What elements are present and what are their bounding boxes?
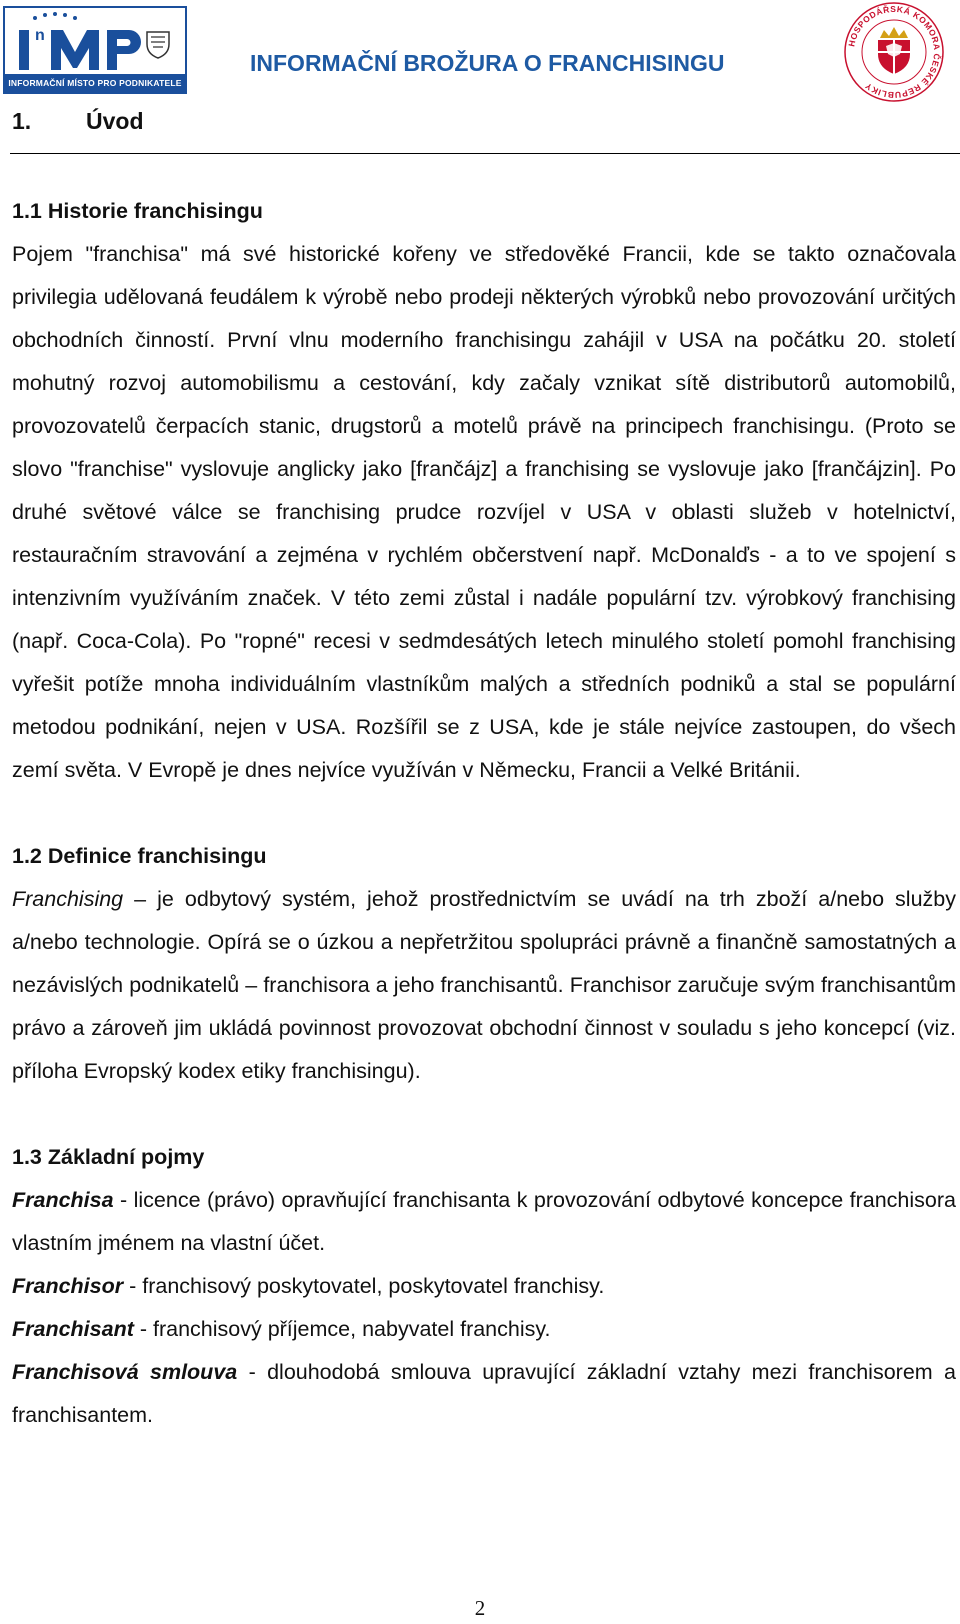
inmp-logo-mark: [5, 8, 185, 74]
document-title: INFORMAČNÍ BROŽURA O FRANCHISINGU: [250, 50, 725, 76]
svg-text:HOSPODÁŘSKÁ KOMORA ČESKÉ REPUB: HOSPODÁŘSKÁ KOMORA ČESKÉ REPUBLIKY: [846, 3, 943, 101]
term-definition: - franchisový příjemce, nabyvatel franchisy.: [133, 1317, 551, 1341]
term-item-franchisa: [12, 1179, 956, 1265]
chamber-seal: [842, 0, 946, 104]
header-divider: [10, 153, 960, 154]
eu-stars-icon: [33, 12, 77, 20]
document-body: [12, 190, 956, 1437]
section-heading-history: 1.1 Historie franchisingu: [12, 199, 263, 223]
chapter-number: 1.: [12, 108, 32, 134]
section-spacer: [12, 1093, 956, 1136]
definition-text: – je odbytový systém, jehož prostřednictvím se uvádí na trh zboží a/nebo služby a/nebo technologie. Opírá se o úzkou a nepřetržitou spolupráci právně a finančně samostatných a nezávislých podnikatelů – franchisora a jeho franchisantů. Franchisor zaručuje svým franchisantům právo a zároveň jim ukládá povinnost provozovat obchodní činnost v souladu s jeho koncepcí (viz. příloha Evropský kodex etiky franchisingu).: [12, 887, 956, 1083]
page-number: 2: [474, 1596, 486, 1620]
term-definition: - dlouhodobá smlouva upravující základní vztahy mezi franchisorem a franchisantem.: [12, 1360, 956, 1427]
term-definition: - licence (právo) opravňující franchisanta k provozování odbytové koncepce franchisora vlastním jménem na vlastní účet.: [12, 1188, 956, 1255]
history-paragraph: Pojem "franchisa" má své historické kořeny ve středověké Francii, kde se takto označovala privilegia udělovaná feudálem k výrobě nebo prodeji některých výrobků nebo provozování určitých obchodních činností. První vlnu moderního franchisingu zahájil v USA na počátku 20. století mohutný rozvoj automobilismu a cestování, kdy začaly vznikat sítě distributorů automobilů, provozovatelů čerpacích stanic, drugstorů a motelů právě na principech franchisingu. (Proto se slovo "franchise" vyslovuje anglicky jako [frančájz] a franchising se vyslovuje jako [frančájzin]. Po druhé světové válce se franchising prudce rozvíjel v USA v oblasti služeb v hotelnictví, restauračním stravování a zejména v rychlém občerstvení např. McDonalďs - a to ve spojení s intenzivním využíváním značek. V této zemi zůstal i nadále populární tzv. výrobkový franchising (např. Coca-Cola). Po "ropné" recesi v sedmdesátých letech minulého století pomohl franchising vyřešit potíže mnoha individuálním vlastníkům malých a středních podniků a stal se populární metodou podnikání, nejen v USA. Rozšířil se z USA, kde je stále nejvíce zastoupen, do všech zemí světa. V Evropě je dnes nejvíce využíván v Německu, Francii a Velké Británii.: [12, 242, 956, 782]
term-definition: - franchisový poskytovatel, poskytovatel franchisy.: [123, 1274, 605, 1298]
term-item-franchisant: [12, 1308, 956, 1351]
section-heading-definition: 1.2 Definice franchisingu: [12, 844, 267, 868]
term-name: Franchisor: [12, 1274, 124, 1298]
definition-paragraph: [12, 878, 956, 1093]
coat-of-arms-icon: [147, 32, 169, 58]
section-heading-terms: 1.3 Základní pojmy: [12, 1145, 205, 1169]
term-item-franchisova-smlouva: [12, 1351, 956, 1437]
definition-term: Franchising: [12, 887, 124, 911]
term-name: Franchisant: [12, 1317, 134, 1341]
chapter-title: Úvod: [86, 108, 144, 134]
term-item-franchisor: [12, 1265, 956, 1308]
term-name: Franchisová smlouva: [12, 1360, 238, 1384]
chapter-heading: [12, 108, 144, 135]
term-name: Franchisa: [12, 1188, 114, 1212]
page-header: [0, 0, 960, 100]
logo-caption: INFORMAČNÍ MÍSTO PRO PODNIKATELE: [5, 74, 185, 92]
section-spacer: [12, 792, 956, 835]
inmp-logo: [3, 6, 187, 94]
svg-text:n: n: [35, 27, 45, 44]
chamber-seal-icon: [842, 0, 946, 104]
